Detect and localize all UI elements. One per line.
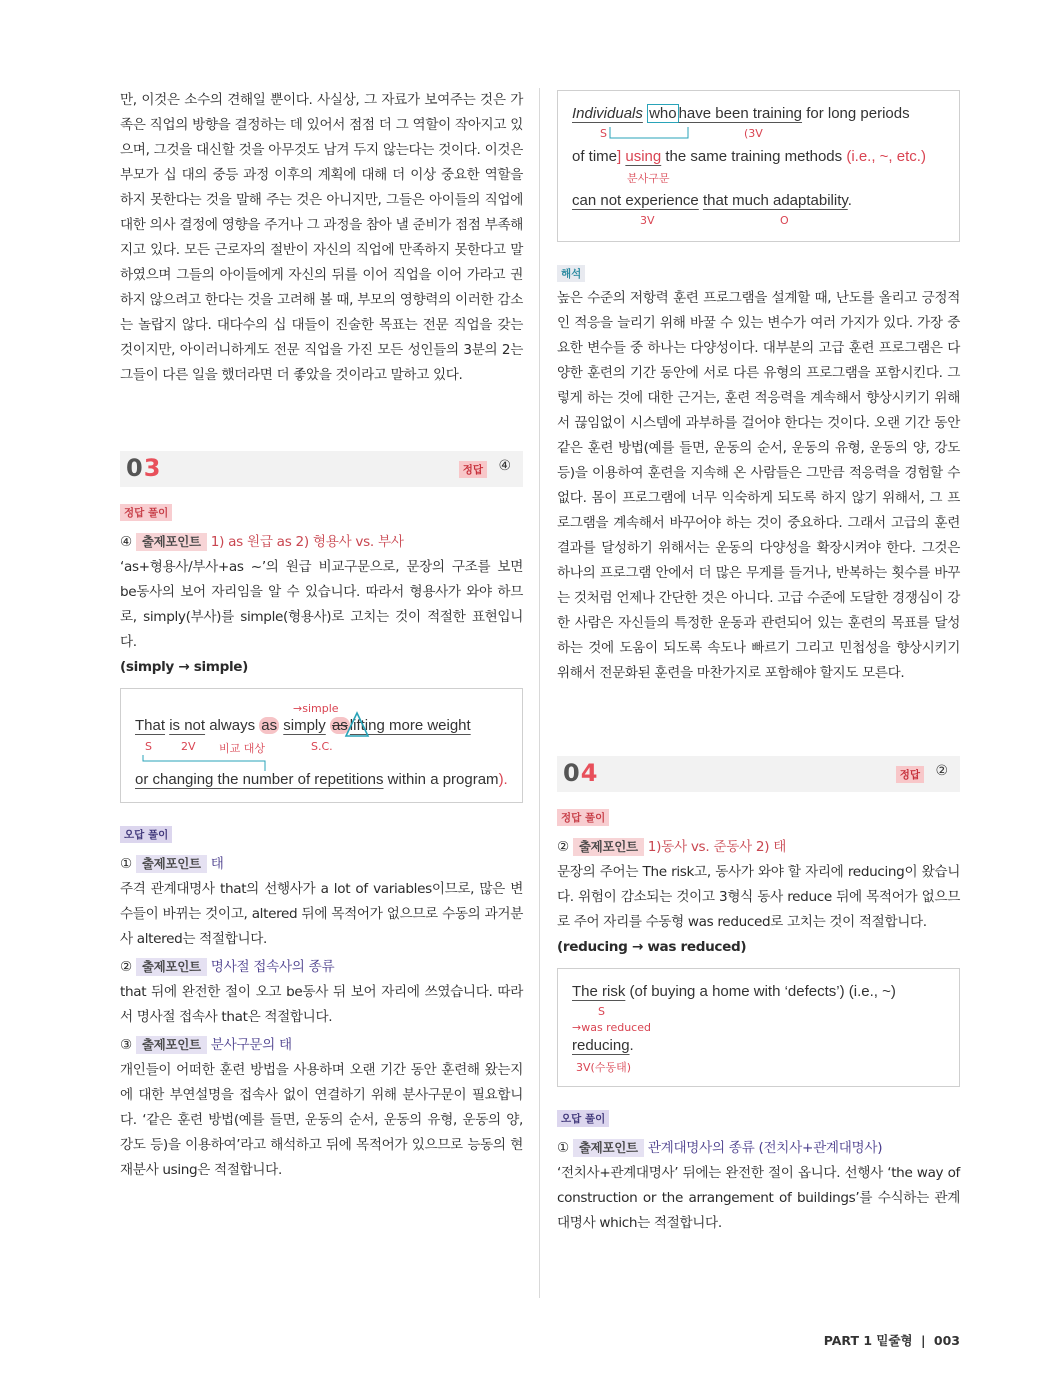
answer-value: ④ bbox=[498, 458, 511, 474]
wrong-solution-tag: 오답 풀이 bbox=[557, 1110, 609, 1127]
verb-label: 3V(수동태) bbox=[576, 1061, 631, 1074]
q03-correction: (simply → simple) bbox=[120, 659, 249, 675]
q03-item-2-point: ② 출제포인트 명사절 접속사의 종류 bbox=[120, 959, 335, 975]
verb-3v-label: 3V bbox=[640, 214, 655, 227]
translation-tag: 해석 bbox=[557, 265, 585, 282]
q03-item-2-body: that 뒤에 완전한 절이 오고 be동사 뒤 보어 자리에 쓰였습니다. 따라서 명사절 접속사 that은 적절합니다. bbox=[120, 984, 523, 1025]
solution-tag: 정답 풀이 bbox=[120, 504, 172, 521]
subject-label: S bbox=[600, 127, 607, 140]
verb-label: (3V bbox=[744, 127, 763, 140]
q03-point: ④ 출제포인트 1) as 원급 as 2) 형용사 vs. 부사 bbox=[120, 534, 404, 550]
q03-item-1-point: ① 출제포인트 태 bbox=[120, 856, 224, 872]
structure-analysis-box bbox=[557, 90, 960, 242]
q03-number: 03 bbox=[126, 454, 162, 482]
answer-tag: 정답 bbox=[896, 766, 924, 783]
q03-header bbox=[120, 451, 523, 487]
answer-tag: 정답 bbox=[459, 461, 487, 478]
q04-analysis-box bbox=[557, 968, 960, 1087]
analysis-line-1: Individuals who have been training for long periods bbox=[572, 105, 910, 122]
crossed-as: as bbox=[331, 717, 348, 734]
q04-header bbox=[557, 756, 960, 792]
q03-item-3-point: ③ 출제포인트 분사구문의 태 bbox=[120, 1037, 292, 1053]
intro-translation: 만, 이것은 소수의 견해일 뿐이다. 사실상, 그 자료가 보여주는 것은 가족은 직업의 방향을 결정하는 데 있어서 점점 더 그 역할이 작아지고 있으며, 그것을 대신할 것을 아무것도 남겨 두지 않는다는 것이다. 이것은 부모가 십 대의 중등 과정 이후의 계획에 대해 더 이상 중요한 역할을 하지 못한다는 것을 말해 주는 것은 아니지만, 그들은 아이들의 직업에 대한 의사 결정에 영향을 주거나 그 과정을 참아 낼 준비가 점점 부족해지고 있다. 모든 근로자의 절반이 자신의 직업에 만족하지 못한다고 말하였으며 그들의 아이들에게 자신의 뒤를 이어 직업을 이어 가라고 권하지 않으려고 한다는 것을 고려해 볼 때, 부모의 영향력의 이러한 감소는 놀랍지 않다. 대다수의 십 대들이 진술한 목표는 전문 직업을 갖는 것이지만, 아이러니하게도 전문 직업을 가진 모든 성인들의 3분의 2는 그들이 다른 일을 했더라면 더 좋았을 것이라고 말하고 있다. bbox=[120, 92, 523, 383]
arrow-note: →was reduced bbox=[572, 1021, 651, 1034]
q04-box-line-2: reducing. bbox=[572, 1037, 634, 1054]
q03-item-3-body: 개인들이 어떠한 훈련 방법을 사용하며 오랜 기간 동안 훈련해 왔는지에 대한 부연설명을 접속사 없이 연결하기 위해 분사구문이 필요합니다. ‘같은 훈련 방법(예를 들면, 운동의 순서, 운동의 유형, 운동의 양, 강도 등)을 이용하여’라고 해석하고 뒤에 목적어가 있으므로 능동의 현재분사 using은 적절합니다. bbox=[120, 1062, 523, 1178]
analysis-line-3: can not experience that much adaptability. bbox=[572, 192, 852, 209]
q04-item-1-body: ‘전치사+관계대명사’ 뒤에는 완전한 절이 옵니다. 선행사 ‘the way of construction or the arrangement of buildings’를 수식하는 관계대명사 which는 적절합니다. bbox=[557, 1165, 960, 1231]
q03-item-1-body: 주격 관계대명사 that의 선행사가 a lot of variables이므로, 많은 변수들이 바뀌는 것이고, altered 뒤에 목적어가 없으므로 수동의 과거분사 altered는 적절합니다. bbox=[120, 881, 523, 947]
q03-analysis-box bbox=[120, 688, 523, 803]
footer-separator: | bbox=[920, 1333, 926, 1348]
arrow-note: →simple bbox=[293, 702, 339, 715]
page-footer bbox=[824, 1331, 960, 1349]
sc-label: S.C. bbox=[311, 740, 333, 753]
subject-label: S bbox=[145, 740, 152, 753]
right-column bbox=[557, 88, 960, 1236]
page-number: 003 bbox=[933, 1333, 960, 1348]
column-divider bbox=[539, 88, 540, 1298]
q04-item-1-point: ① 출제포인트 관계대명사의 종류 (전치사+관계대명사) bbox=[557, 1140, 883, 1156]
box-line-2: or changing the number of repetitions within a program). bbox=[135, 771, 508, 788]
q04-box-line-1: The risk (of buying a home with ‘defects’) (i.e., ~) bbox=[572, 983, 896, 1000]
translation-body: 높은 수준의 저항력 훈련 프로그램을 설계할 때, 난도를 올리고 긍정적인 적응을 늘리기 위해 바꿀 수 있는 변수가 여러 가지가 있다. 가장 중요한 변수들 중 하나는 다양성이다. 대부분의 고급 훈련 프로그램은 다양한 훈련의 기간 동안에 서로 다른 유형의 프로그램을 포함시킨다. 그렇게 하는 것에 대한 근거는, 훈련 적응력을 계속해서 향상시키기 위해서 끊임없이 시스템에 과부하를 걸어야 한다는 것이다. 오랜 기간 동안 같은 훈련 방법(예를 들면, 운동의 순서, 운동의 유형, 운동의 양, 강도 등)을 이용하여 훈련을 지속해 온 사람들은 그만큼 적응력을 경험할 수 없다. 몸이 프로그램에 너무 익숙하게 되도록 하지 않기 위해서, 그 프로그램을 계속해서 바꾸어야 하는 것이 중요하다. 그래서 고급의 훈련 결과를 달성하기 위해서는 운동의 다양성을 확장시켜야 한다. 그것은 하나의 프로그램 안에서 더 많은 무게를 들거나, 반복하는 횟수를 바꾸는 것처럼 언제나 간단한 것은 아니다. 고급 수준에 도달한 경쟁심이 강한 사람은 자신들의 특정한 운동과 관련되어 있는 훈련의 목표를 달성하는 것에 도움이 되도록 속도나 빠르기 그리고 민첩성을 향상시키기 위해서 전문화된 훈련을 마찬가지로 포함해야 할지도 모른다. bbox=[557, 290, 960, 681]
footer-part: PART 1 밑줄형 bbox=[823, 1333, 913, 1348]
box-line-1: That is not always as simply as lifting more weight bbox=[135, 717, 471, 734]
triangle-icon bbox=[344, 711, 370, 739]
q04-correction: (reducing → was reduced) bbox=[557, 939, 747, 955]
answer-value: ② bbox=[935, 763, 948, 779]
solution-tag: 정답 풀이 bbox=[557, 809, 609, 826]
q04-point: ② 출제포인트 1)동사 vs. 준동사 2) 태 bbox=[557, 839, 787, 855]
q03-solution-body: ‘as+형용사/부사+as ~’의 원급 비교구문으로, 문장의 구조를 보면 be동사의 보어 자리임을 알 수 있습니다. 따라서 형용사가 와야 하므로, simply(부사)를 simple(형용사)로 고치는 것이 적절한 표현입니다. bbox=[120, 559, 523, 650]
bracket-connector bbox=[608, 125, 690, 141]
left-column bbox=[120, 88, 523, 1183]
analysis-line-2: of time] using the same training methods (i.e., ~, etc.) bbox=[572, 148, 926, 165]
participle-label: 분사구문 bbox=[627, 172, 670, 185]
q04-number: 04 bbox=[563, 759, 599, 787]
wrong-solution-tag: 오답 풀이 bbox=[120, 826, 172, 843]
verb-label: 2V bbox=[181, 740, 196, 753]
subject-label: S bbox=[598, 1005, 605, 1018]
compare-label: 비교 대상 bbox=[219, 742, 266, 755]
q04-solution-body: 문장의 주어는 The risk고, 동사가 와야 할 자리에 reducing이 왔습니다. 위험이 감소되는 것이고 3형식 동사 reduce 뒤에 목적어가 없으므로 주어 자리를 수동형 was reduced로 고치는 것이 적절합니다. bbox=[557, 864, 960, 930]
object-label: O bbox=[780, 214, 789, 227]
